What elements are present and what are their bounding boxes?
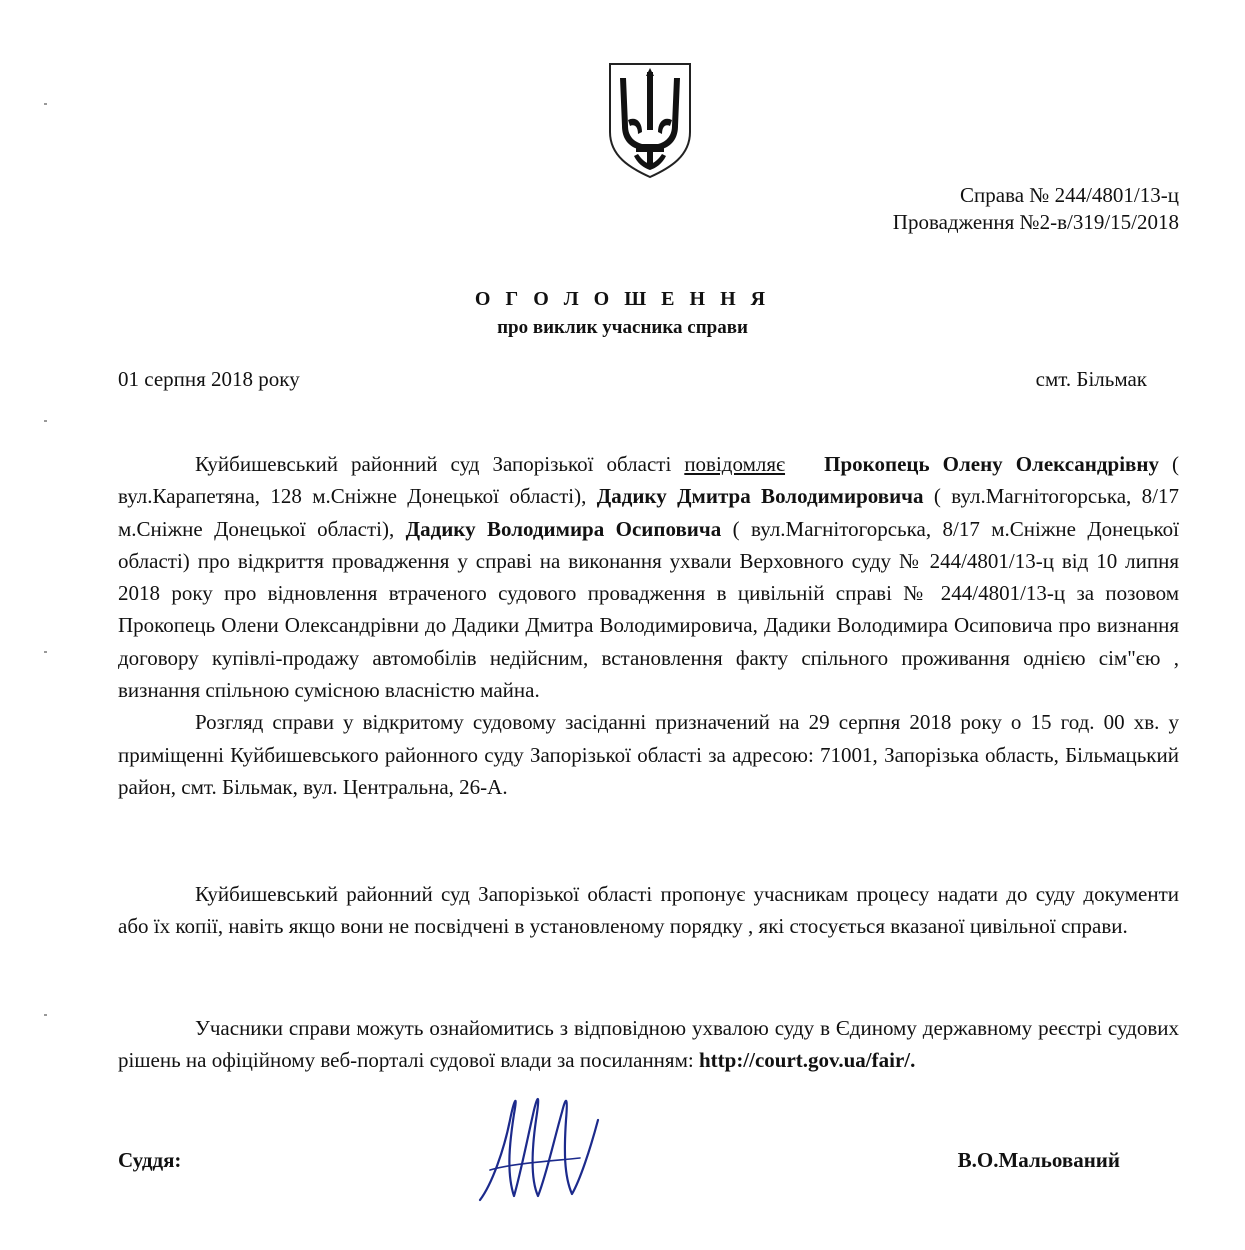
party-name-1: Прокопець Олену Олександрівну <box>824 452 1159 476</box>
party-address-3-and-case-details: ( вул.Магнітогорська, 8/17 м.Сніжне Донецької області) про відкриття провадження у справі на виконання ухвали Верховного суду № 244/4801/13-ц від 10 липня 2018 року про відновлення втраченого судового провадження в цивільній справі № 244/4801/13-ц за позовом Прокопець Олени Олександрівни до Дадики Дмитра Володимировича, Дадики Володимира Осиповича про визнання договору купівлі-продажу автомобілів недійсним, встановлення факту спільного проживання однією сім"єю , визнання спільною сумісною власністю майна. <box>118 516 1179 703</box>
judge-name: В.О.Мальований <box>957 1148 1120 1172</box>
scan-speck <box>44 651 47 653</box>
party-address-1: ( вул.Карапетяна, 128 м.Сніжне Донецької області), <box>118 452 1180 509</box>
registry-link[interactable]: http://court.gov.ua/fair/. <box>698 1048 916 1073</box>
notice-date: 01 серпня 2018 року <box>118 367 300 391</box>
party-name-2: Дадику Дмитра Володимировича <box>596 484 924 509</box>
paragraph-notification <box>118 448 1179 706</box>
paragraph-registry <box>118 1012 1179 1077</box>
paragraph-documents: Куйбишевський районний суд Запорізької області пропонує учасникам процесу надати до суду документи або їх копії, навіть якщо вони не посвідчені в установленому порядку , які стосується вказаної цивільної справи. <box>118 882 1179 939</box>
notice-place: смт. Більмак <box>1035 367 1147 391</box>
registry-text: Учасники справи можуть ознайомитись з відповідною ухвалою суду в Єдиному державному реєстрі судових рішень на офіційному веб-порталі судової влади за посиланням: <box>118 1016 1179 1073</box>
notice-title: О Г О Л О Ш Е Н Н Я <box>474 288 771 310</box>
notice-title-block <box>0 288 1245 339</box>
paragraph-hearing: Розгляд справи у відкритому судовому засіданні призначений на 29 серпня 2018 року о 15 год. 00 хв. у приміщенні Куйбишевського районного суду Запорізької області за адресою: 71001, Запорізька область, Більмацький район, смт. Більмак, вул. Центральна, 26-А. <box>118 710 1179 799</box>
judge-label: Суддя: <box>118 1148 182 1172</box>
notice-body-main <box>118 448 1179 803</box>
notifies-word: повідомляє <box>684 452 786 476</box>
party-name-3: Дадику Володимира Осиповича <box>405 516 722 541</box>
scan-speck <box>44 1014 47 1016</box>
handwritten-signature-icon <box>470 1080 620 1210</box>
scan-speck <box>44 103 47 105</box>
scan-speck <box>44 420 47 422</box>
party-address-2: ( вул.Магнітогорська, 8/17 м.Сніжне Донецької області), <box>118 484 1179 541</box>
notice-body-documents <box>118 878 1179 943</box>
court-name-text: Куйбишевський районний суд Запорізької області <box>195 452 685 476</box>
case-number: Справа № 244/4801/13-ц <box>960 183 1179 207</box>
case-reference-block <box>893 182 1179 236</box>
notice-subtitle: про виклик учасника справи <box>497 317 748 338</box>
trident-coat-of-arms-icon <box>606 60 694 180</box>
notice-body-registry <box>118 1012 1179 1077</box>
proceeding-number: Провадження №2-в/319/15/2018 <box>892 210 1179 234</box>
